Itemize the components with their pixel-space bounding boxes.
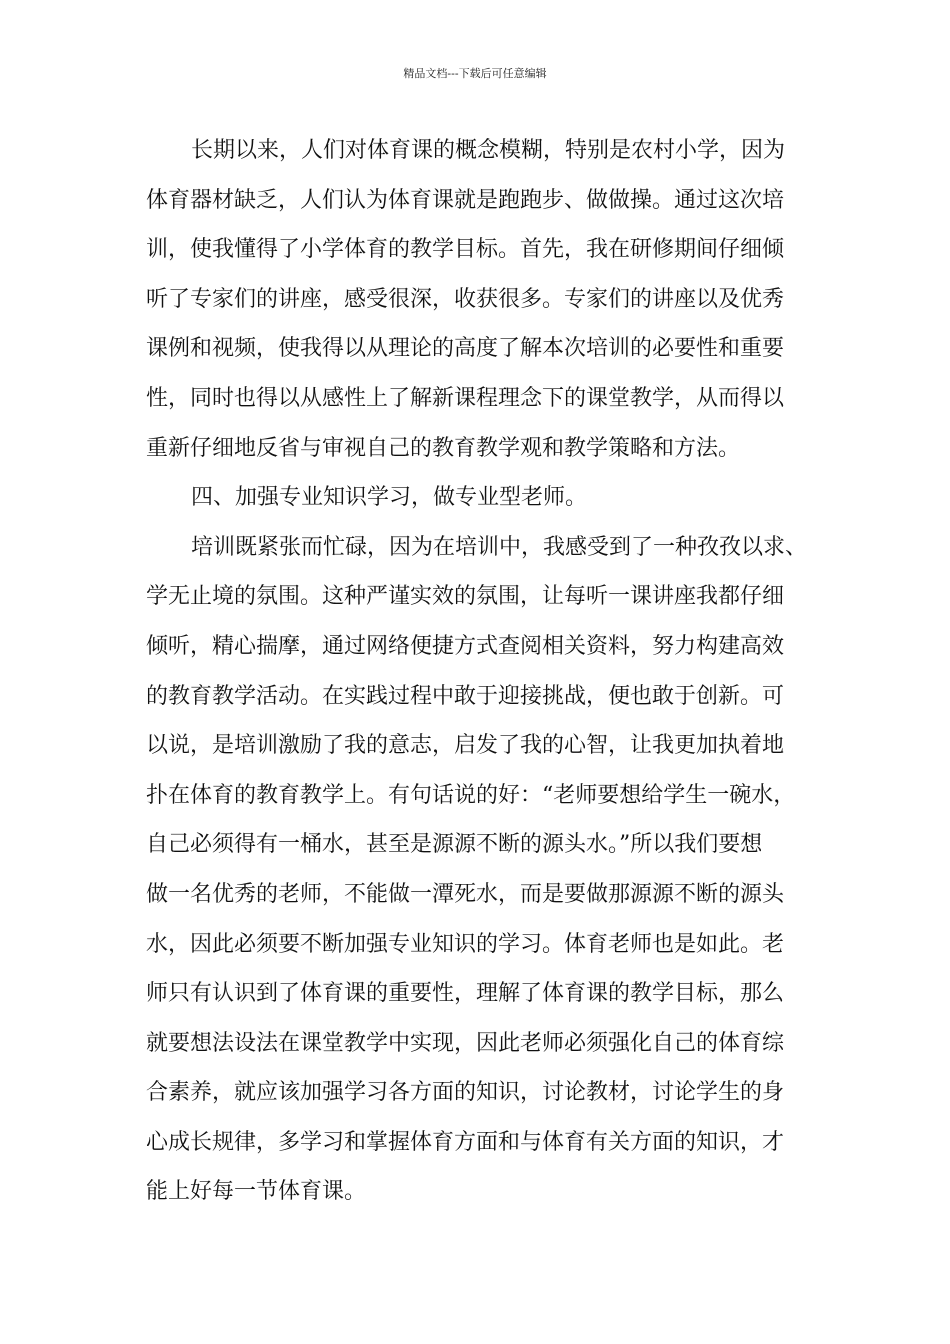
page-header: 精品文档---下载后可任意编辑	[403, 67, 547, 80]
text-line: 以说，是培训激励了我的意志，启发了我的心智，让我更加执着地	[146, 733, 785, 759]
text-line: 水，因此必须要不断加强专业知识的学习。体育老师也是如此。老	[146, 931, 785, 957]
text-line: 学无止境的氛围。这种严谨实效的氛围，让每听一课讲座我都仔细	[146, 584, 785, 610]
text-line: 重新仔细地反省与审视自己的教育教学观和教学策略和方法。	[146, 435, 741, 461]
text-line: 做一名优秀的老师，不能做一潭死水，而是要做那源源不断的源头	[146, 881, 785, 907]
body-text	[146, 126, 816, 1217]
section-heading: 四、加强专业知识学习，做专业型老师。	[191, 485, 588, 511]
text-line: 性，同时也得以从感性上了解新课程理念下的课堂教学，从而得以	[146, 385, 785, 411]
text-line: 自己必须得有一桶水，甚至是源源不断的源头水。”所以我们要想	[146, 832, 763, 858]
text-line: 体育器材缺乏，人们认为体育课就是跑跑步、做做操。通过这次培	[146, 187, 785, 213]
text-line: 培训既紧张而忙碌，因为在培训中，我感受到了一种孜孜以求、	[191, 534, 808, 560]
text-line: 课例和视频，使我得以从理论的高度了解本次培训的必要性和重要	[146, 336, 785, 362]
text-line: 长期以来，人们对体育课的概念模糊，特别是农村小学，因为	[191, 138, 786, 163]
text-line: 听了专家们的讲座，感受很深，收获很多。专家们的讲座以及优秀	[146, 286, 785, 312]
text-line: 倾听，精心揣摩，通过网络便捷方式查阅相关资料，努力构建高效	[146, 633, 785, 659]
text-line: 心成长规律，多学习和掌握体育方面和与体育有关方面的知识，才	[146, 1129, 785, 1155]
text-line: 合素养，就应该加强学习各方面的知识，讨论教材，讨论学生的身	[146, 1080, 785, 1106]
text-line: 训，使我懂得了小学体育的教学目标。首先，我在研修期间仔细倾	[146, 237, 785, 263]
text-line: 就要想法设法在课堂教学中实现，因此老师必须强化自己的体育综	[146, 1030, 785, 1056]
text-line: 扑在体育的教育教学上。有句话说的好：“老师要想给学生一碗水，	[146, 782, 796, 808]
text-line: 能上好每一节体育课。	[146, 1179, 367, 1205]
text-line: 的教育教学活动。在实践过程中敢于迎接挑战，便也敢于创新。可	[146, 683, 785, 709]
text-line: 师只有认识到了体育课的重要性，理解了体育课的教学目标，那么	[146, 981, 785, 1007]
